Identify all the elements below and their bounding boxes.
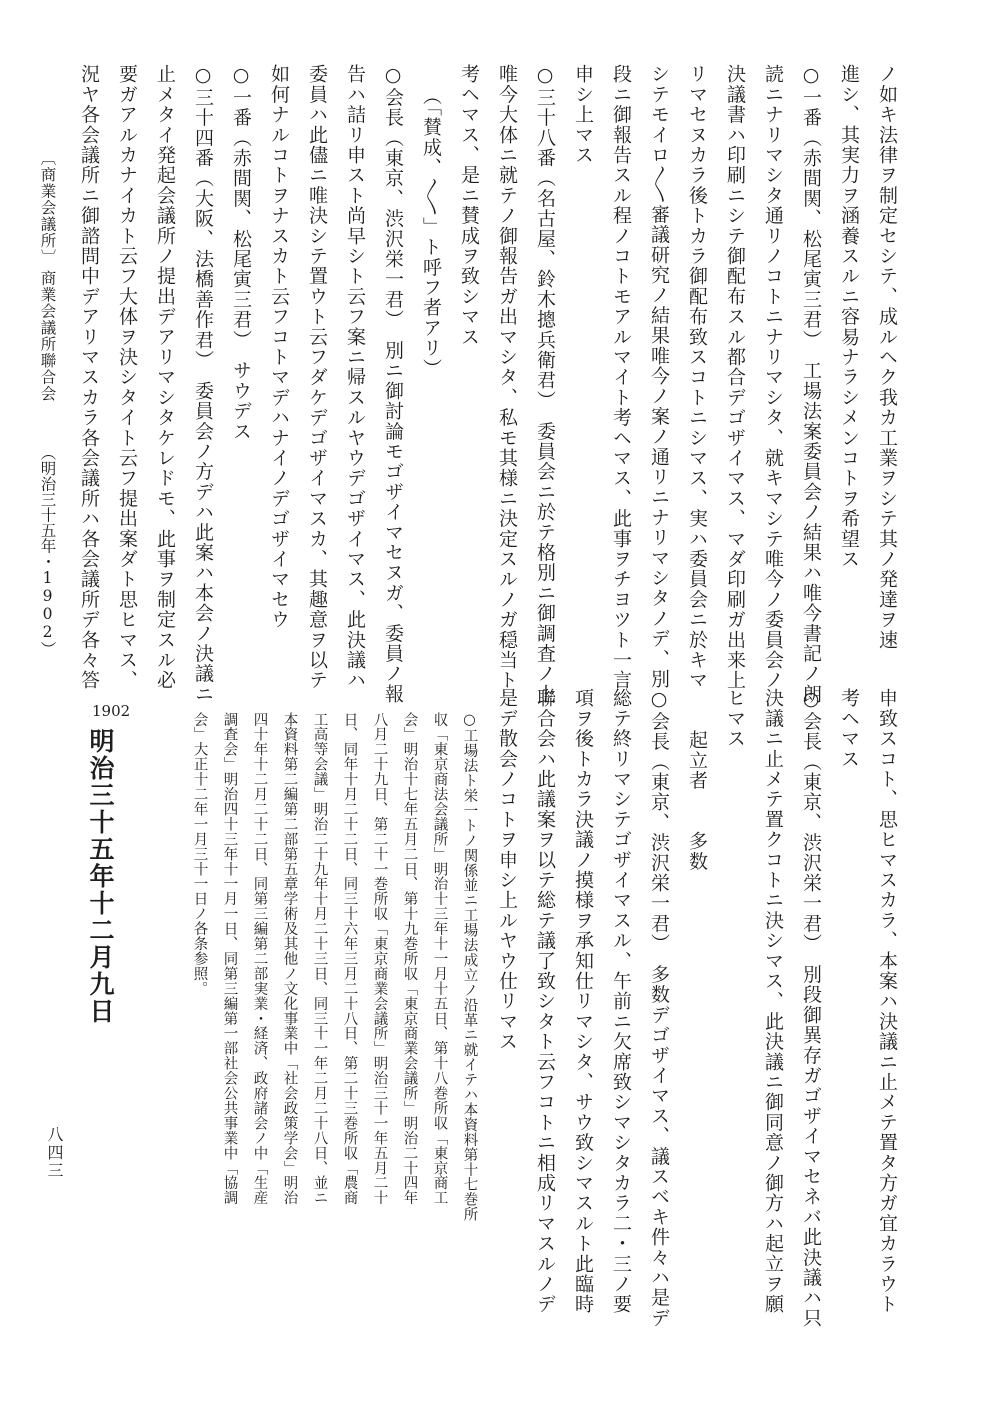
lower-column-1: 申致スコト、思ヒマスカラ、本案ハ決議ニ止メテ置タ方ガ宜カラウト [876, 688, 898, 1315]
date-heading-year: 1902 [92, 702, 131, 720]
body-column-6: リマセヌカラ後トカラ御配布致スコトニシマス、実ハ委員会ニ於キマ [686, 64, 708, 691]
note-column-5: 日、同年十月二十二日、同三十六年三月二十八日、第二十三巻所収「農商 [341, 712, 358, 1206]
body-column-16: 委員ハ此儘ニ唯決シテ置ウト云フダケデゴザイマスカ、其趣意ヲ以テ [306, 64, 328, 691]
body-column-4: 読ニナリマシタ通リノコトニナリマシタ、就キマシテ唯今ノ委員会ノ [762, 64, 784, 691]
note-column-3: 会」明治十七年五月二日、第十九巻所収「東京商業会議所」明治二十四年 [401, 712, 418, 1206]
body-column-11: 唯今大体ニ就テノ御報告ガ出マシタ、私モ其様ニ決定スルノガ穏当ト [496, 64, 518, 691]
lower-column-6: 起立者 多数 [686, 730, 708, 872]
lower-column-7: ○会長（東京、渋沢栄一君） 多数デゴザイマス、議スベキ件々ハ是デ [648, 688, 670, 1328]
running-head-org: 商業会議所聯合会 [38, 270, 57, 402]
note-column-2: 収「東京商法会議所」明治十三年十一月十五日、第十八巻所収「東京商工 [431, 712, 448, 1206]
body-column-10: ○三十八番（名古屋、鈴木摠兵衛君） 委員会ニ於テ格別ニ御調査ノ上 [534, 64, 556, 704]
body-column-13: （「賛成、〳〵」ト呼フ者アリ） [420, 86, 442, 379]
note-column-8: 四十年十二月二十二日、同第三編第二部実業・経済、政府諸会ノ中「生産 [251, 712, 268, 1206]
body-column-19: ○三十四番（大阪、法橋善作君） 委員会ノ方デハ此案ハ本会ノ決議ニ [192, 64, 214, 704]
body-column-7: シテモイロ〳〵審議研究ノ結果唯今ノ案ノ通リニナリマシタノデ、別 [648, 64, 670, 689]
lower-column-4: 決議ニ止メテ置クコトニ決シマス、此決議ニ御同意ノ御方ハ起立ヲ願 [762, 688, 784, 1315]
note-column-9: 調査会」明治四十三年十一月一日、同第三編第一部社会公共事業中「協調 [221, 712, 238, 1206]
note-column-4: 八月二十九日、第二十一巻所収「東京商業会議所」明治三十一年五月二十 [371, 712, 388, 1206]
body-column-9: 申シ上マス [572, 64, 594, 165]
lower-column-2: 考ヘマス [838, 688, 860, 769]
body-column-5: 決議書ハ印刷ニシテ御配布スル都合デゴザイマス、マダ印刷ガ出来上 [724, 64, 746, 691]
note-column-1: ○工場法ト栄一トノ関係並ニ工場法成立ノ沿革ニ就イテハ本資料第十七巻所 [461, 712, 478, 1222]
body-column-12: 考ヘマス、是ニ賛成ヲ致シマス [458, 64, 480, 347]
lower-column-5: ヒマス [724, 688, 746, 749]
running-head-section: 〔商業会議所〕 [38, 150, 57, 266]
body-column-20: 止メタイ発起会議所ノ提出デアリマシタケレドモ、此事ヲ制定スル必 [154, 64, 176, 691]
lower-column-9: 項ヲ後トカラ決議ノ摸様ヲ承知仕リマシタ、サウ致シマスルト此臨時 [572, 688, 594, 1315]
lower-column-11: 是デ散会ノコトヲ申シ上ルヤウ仕リマス [496, 688, 518, 1052]
running-head-era: （明治三十五年・1902） [38, 445, 57, 657]
body-column-1: ノ如キ法律ヲ制定セシテ、成ルヘク我カ工業ヲシテ其ノ発達ヲ速 [876, 64, 898, 650]
note-column-7: 本資料第二編第二部第五章学術及其他ノ文化事業中「社会政策学会」明治 [281, 712, 298, 1206]
body-column-15: 告ハ詰リ申スト尚早シト云フ案ニ帰スルヤウデゴザイマス、此決議ハ [344, 64, 366, 691]
body-column-21: 要ガアルカナイカト云フ大体ヲ決シタイト云フ提出案ダト思ヒマス、 [116, 64, 138, 691]
date-heading: 明治三十五年十二月九日 [86, 728, 115, 1025]
body-column-14: ○会長（東京、渋沢栄一君） 別ニ御討論モゴザイマセヌガ、委員ノ報 [382, 64, 404, 704]
note-column-10: 会」大正十二年一月三十一日ノ各条参照。 [191, 712, 208, 997]
lower-column-8: 総テ終リマシテゴザイマスル、午前ニ欠席致シマシタカラ二・三ノ要 [610, 688, 632, 1315]
lower-column-3: ○会長（東京、渋沢栄一君） 別段御異存ガゴザイマセネバ此決議ハ只 [800, 688, 822, 1328]
body-column-22: 況ヤ各会議所ニ御諮問中デアリマスカラ各会議所ハ各会議所デ各々答 [78, 64, 100, 691]
body-column-17: 如何ナルコトヲナスカト云フコトマデハナイノデゴザイマセウ [268, 64, 290, 630]
body-column-2: 進シ、其実力ヲ涵養スルニ容易ナラシメンコトヲ希望ス [838, 64, 860, 569]
body-column-18: ○一番（赤間関、松尾寅三君） サウデス [230, 64, 252, 442]
note-column-6: 工高等会議」明治二十九年十月二十三日、同三十一年二月二十八日、並ニ [311, 712, 328, 1206]
lower-column-10: 聯合会ハ此議案ヲ以テ総テ議了致シタト云フコトニ相成リマスルノデ [534, 688, 556, 1315]
page-number: 八四三 [45, 1126, 64, 1180]
body-column-3: ○一番（赤間関、松尾寅三君） 工場法案委員会ノ結果ハ唯今書記ノ朗 [800, 64, 822, 704]
body-column-8: 段ニ御報告スル程ノコトモアルマイト考ヘマス、此事ヲチヨツト一言 [610, 64, 632, 691]
